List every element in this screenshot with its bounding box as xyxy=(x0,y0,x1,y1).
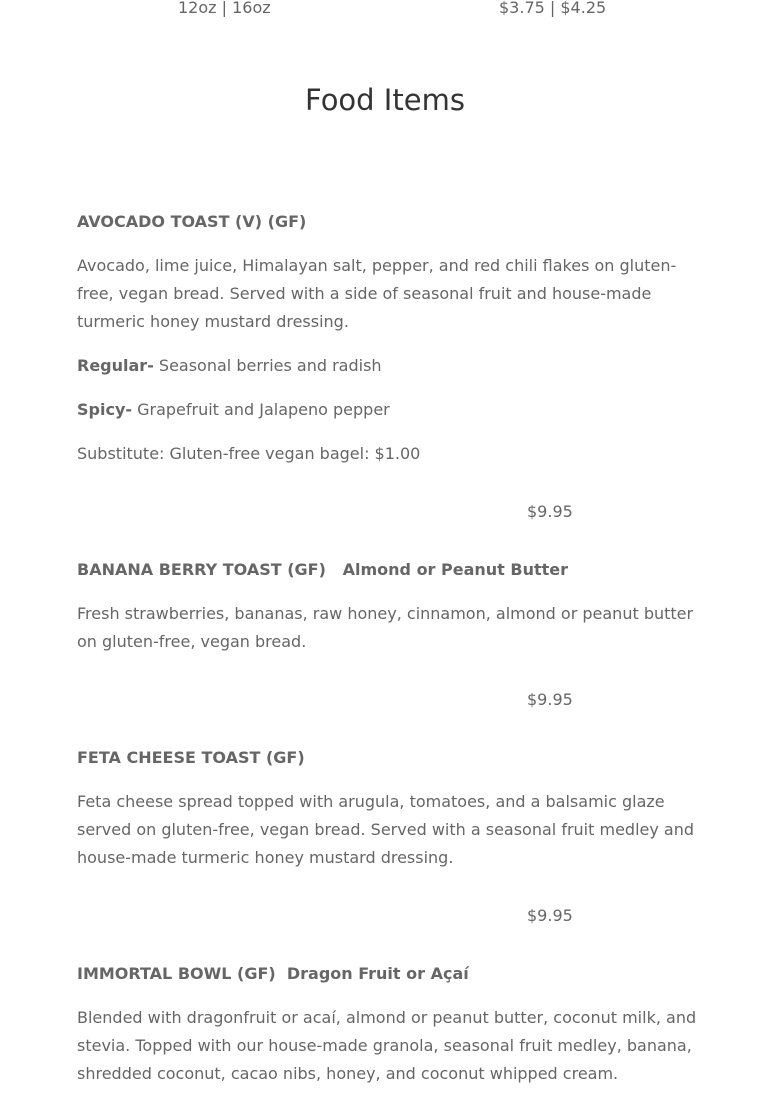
item-name: IMMORTAL BOWL (GF) Dragon Fruit or Açaí xyxy=(77,964,469,983)
menu-item-banana-berry-toast xyxy=(77,556,697,744)
section-title: Food Items xyxy=(305,83,465,117)
item-price: $9.95 xyxy=(527,690,573,709)
menu-item-feta-cheese-toast xyxy=(77,744,697,960)
previous-item-price-row xyxy=(0,0,770,24)
cup-sizes: 12oz | 16oz xyxy=(178,0,271,17)
option-text: Grapefruit and Jalapeno pepper xyxy=(132,400,390,419)
item-description: Avocado, lime juice, Himalayan salt, pepper, and red chili flakes on gluten-free, vegan bread. Served with a side of seasonal fruit and house-made turmeric honey mustard dressing. xyxy=(77,256,677,331)
item-price: $9.95 xyxy=(527,906,573,925)
item-name: AVOCADO TOAST (V) (GF) xyxy=(77,212,307,231)
item-name: FETA CHEESE TOAST (GF) xyxy=(77,748,305,767)
item-name: BANANA BERRY TOAST (GF) Almond or Peanut Butter xyxy=(77,560,569,579)
item-price: $9.95 xyxy=(527,502,573,521)
cup-prices: $3.75 | $4.25 xyxy=(499,0,607,17)
option-label: Regular- xyxy=(77,356,154,375)
item-option-regular xyxy=(77,352,697,380)
item-description: Feta cheese spread topped with arugula, tomatoes, and a balsamic glaze served on gluten-free, vegan bread. Served with a seasonal fruit medley and house-made turmeric honey mustard dressing. xyxy=(77,792,695,867)
menu-item-avocado-toast xyxy=(77,208,697,556)
option-text: Seasonal berries and radish xyxy=(153,356,382,375)
food-menu-list xyxy=(77,208,697,1104)
item-substitute: Substitute: Gluten-free vegan bagel: $1.00 xyxy=(77,444,421,463)
item-description: Fresh strawberries, bananas, raw honey, cinnamon, almond or peanut butter on gluten-free, vegan bread. xyxy=(77,604,694,651)
item-description: Blended with dragonfruit or acaí, almond or peanut butter, coconut milk, and stevia. Topped with our house-made granola, seasonal fruit medley, banana, shredded coconut, cacao nibs, honey, and coconut whipped cream. xyxy=(77,1008,697,1083)
menu-item-immortal-bowl xyxy=(77,960,697,1088)
item-option-spicy xyxy=(77,396,697,424)
option-label: Spicy- xyxy=(77,400,133,419)
